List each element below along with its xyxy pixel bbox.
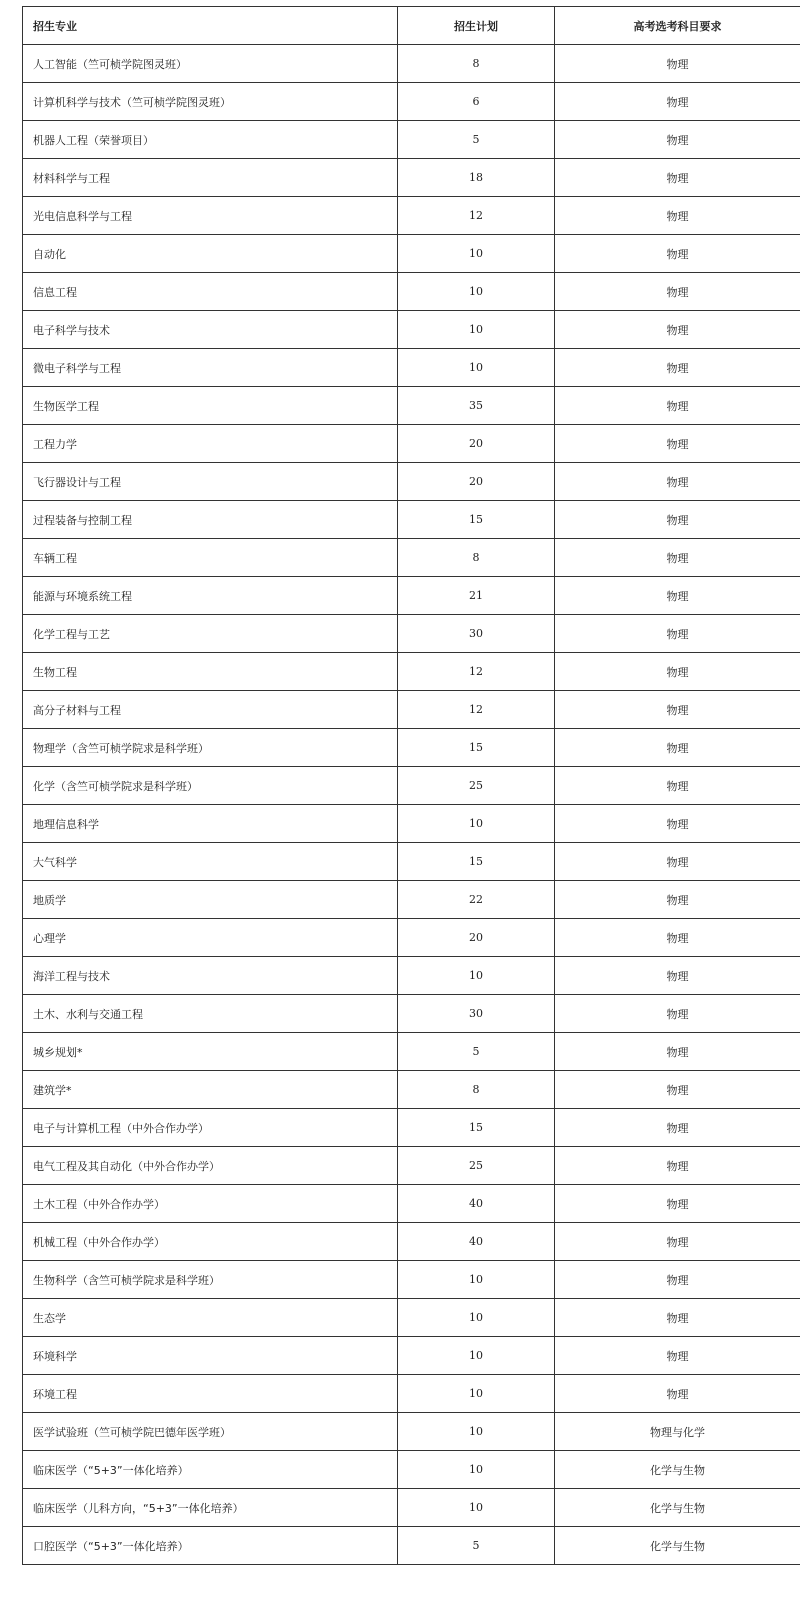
subject-cell: 物理 <box>555 235 800 273</box>
plan-cell: 30 <box>398 995 555 1033</box>
subject-cell: 化学与生物 <box>555 1451 800 1489</box>
subject-cell: 物理 <box>555 1071 800 1109</box>
plan-cell: 10 <box>398 1337 555 1375</box>
table-row <box>23 463 800 501</box>
table-row <box>23 577 800 615</box>
table-row <box>23 425 800 463</box>
table-row <box>23 197 800 235</box>
plan-cell: 10 <box>398 1261 555 1299</box>
subject-cell: 物理 <box>555 615 800 653</box>
major-cell: 土木工程（中外合作办学） <box>23 1185 398 1223</box>
major-cell: 计算机科学与技术（竺可桢学院图灵班） <box>23 83 398 121</box>
plan-cell: 8 <box>398 45 555 83</box>
table-row <box>23 919 800 957</box>
table-row <box>23 1527 800 1565</box>
table-row <box>23 805 800 843</box>
subject-cell: 化学与生物 <box>555 1527 800 1565</box>
major-cell: 生物科学（含竺可桢学院求是科学班） <box>23 1261 398 1299</box>
major-cell: 生物工程 <box>23 653 398 691</box>
table-row <box>23 1337 800 1375</box>
plan-cell: 8 <box>398 1071 555 1109</box>
table-row <box>23 615 800 653</box>
major-cell: 环境科学 <box>23 1337 398 1375</box>
plan-cell: 35 <box>398 387 555 425</box>
major-cell: 生物医学工程 <box>23 387 398 425</box>
table-row <box>23 729 800 767</box>
major-cell: 化学（含竺可桢学院求是科学班） <box>23 767 398 805</box>
plan-cell: 12 <box>398 197 555 235</box>
subject-cell: 物理 <box>555 691 800 729</box>
plan-cell: 10 <box>398 805 555 843</box>
table-row <box>23 1109 800 1147</box>
subject-cell: 物理 <box>555 45 800 83</box>
major-cell: 光电信息科学与工程 <box>23 197 398 235</box>
plan-cell: 20 <box>398 463 555 501</box>
major-cell: 车辆工程 <box>23 539 398 577</box>
major-cell: 材料科学与工程 <box>23 159 398 197</box>
subject-cell: 物理 <box>555 311 800 349</box>
plan-cell: 15 <box>398 501 555 539</box>
header-plan: 招生计划 <box>398 7 555 45</box>
table-body <box>23 45 800 1565</box>
plan-cell: 22 <box>398 881 555 919</box>
subject-cell: 物理 <box>555 843 800 881</box>
plan-cell: 10 <box>398 1489 555 1527</box>
subject-cell: 物理 <box>555 881 800 919</box>
table-row <box>23 349 800 387</box>
plan-cell: 6 <box>398 83 555 121</box>
major-cell: 生态学 <box>23 1299 398 1337</box>
plan-cell: 5 <box>398 121 555 159</box>
table-row <box>23 995 800 1033</box>
major-cell: 微电子科学与工程 <box>23 349 398 387</box>
major-cell: 电子与计算机工程（中外合作办学） <box>23 1109 398 1147</box>
major-cell: 建筑学* <box>23 1071 398 1109</box>
subject-cell: 物理 <box>555 1147 800 1185</box>
plan-cell: 10 <box>398 1451 555 1489</box>
major-cell: 地质学 <box>23 881 398 919</box>
subject-cell: 物理 <box>555 1223 800 1261</box>
plan-cell: 5 <box>398 1527 555 1565</box>
subject-cell: 物理 <box>555 83 800 121</box>
table-row <box>23 311 800 349</box>
subject-cell: 物理 <box>555 957 800 995</box>
header-major: 招生专业 <box>23 7 398 45</box>
subject-cell: 物理 <box>555 919 800 957</box>
table-row <box>23 1375 800 1413</box>
table-row <box>23 45 800 83</box>
admission-plan-table <box>22 6 800 1565</box>
subject-cell: 物理 <box>555 577 800 615</box>
major-cell: 工程力学 <box>23 425 398 463</box>
table-row <box>23 235 800 273</box>
subject-cell: 物理 <box>555 387 800 425</box>
plan-cell: 20 <box>398 919 555 957</box>
table-row <box>23 1223 800 1261</box>
subject-cell: 物理 <box>555 1033 800 1071</box>
major-cell: 信息工程 <box>23 273 398 311</box>
major-cell: 自动化 <box>23 235 398 273</box>
subject-cell: 物理 <box>555 349 800 387</box>
subject-cell: 物理 <box>555 995 800 1033</box>
subject-cell: 物理 <box>555 729 800 767</box>
subject-cell: 化学与生物 <box>555 1489 800 1527</box>
plan-cell: 10 <box>398 311 555 349</box>
plan-cell: 12 <box>398 691 555 729</box>
table-row <box>23 83 800 121</box>
subject-cell: 物理 <box>555 463 800 501</box>
table-row <box>23 1451 800 1489</box>
table-header-row <box>23 7 800 45</box>
table-row <box>23 159 800 197</box>
table-row <box>23 1147 800 1185</box>
plan-cell: 15 <box>398 729 555 767</box>
major-cell: 地理信息科学 <box>23 805 398 843</box>
subject-cell: 物理 <box>555 273 800 311</box>
subject-cell: 物理 <box>555 767 800 805</box>
subject-cell: 物理 <box>555 1375 800 1413</box>
plan-cell: 10 <box>398 1413 555 1451</box>
major-cell: 医学试验班（竺可桢学院巴德年医学班） <box>23 1413 398 1451</box>
table-row <box>23 691 800 729</box>
subject-cell: 物理 <box>555 121 800 159</box>
plan-cell: 18 <box>398 159 555 197</box>
plan-cell: 30 <box>398 615 555 653</box>
table-row <box>23 881 800 919</box>
table-row <box>23 121 800 159</box>
table-row <box>23 1489 800 1527</box>
plan-cell: 20 <box>398 425 555 463</box>
plan-cell: 25 <box>398 767 555 805</box>
table-row <box>23 1071 800 1109</box>
plan-cell: 10 <box>398 957 555 995</box>
subject-cell: 物理 <box>555 197 800 235</box>
major-cell: 电子科学与技术 <box>23 311 398 349</box>
major-cell: 过程装备与控制工程 <box>23 501 398 539</box>
plan-cell: 10 <box>398 235 555 273</box>
major-cell: 城乡规划* <box>23 1033 398 1071</box>
major-cell: 土木、水利与交通工程 <box>23 995 398 1033</box>
subject-cell: 物理 <box>555 159 800 197</box>
plan-cell: 15 <box>398 843 555 881</box>
subject-cell: 物理 <box>555 1299 800 1337</box>
major-cell: 机械工程（中外合作办学） <box>23 1223 398 1261</box>
subject-cell: 物理 <box>555 1337 800 1375</box>
plan-cell: 10 <box>398 349 555 387</box>
major-cell: 口腔医学（“5+3”一体化培养） <box>23 1527 398 1565</box>
table-row <box>23 843 800 881</box>
table-row <box>23 387 800 425</box>
table-row <box>23 767 800 805</box>
plan-cell: 40 <box>398 1185 555 1223</box>
major-cell: 化学工程与工艺 <box>23 615 398 653</box>
plan-cell: 15 <box>398 1109 555 1147</box>
plan-cell: 10 <box>398 273 555 311</box>
subject-cell: 物理 <box>555 653 800 691</box>
header-subject: 高考选考科目要求 <box>555 7 800 45</box>
major-cell: 环境工程 <box>23 1375 398 1413</box>
table-row <box>23 273 800 311</box>
major-cell: 能源与环境系统工程 <box>23 577 398 615</box>
major-cell: 大气科学 <box>23 843 398 881</box>
major-cell: 机器人工程（荣誉项目） <box>23 121 398 159</box>
plan-cell: 12 <box>398 653 555 691</box>
plan-cell: 25 <box>398 1147 555 1185</box>
subject-cell: 物理 <box>555 1261 800 1299</box>
major-cell: 高分子材料与工程 <box>23 691 398 729</box>
major-cell: 临床医学（儿科方向，“5+3”一体化培养） <box>23 1489 398 1527</box>
plan-cell: 5 <box>398 1033 555 1071</box>
major-cell: 心理学 <box>23 919 398 957</box>
table-row <box>23 1261 800 1299</box>
subject-cell: 物理 <box>555 425 800 463</box>
major-cell: 飞行器设计与工程 <box>23 463 398 501</box>
subject-cell: 物理 <box>555 1185 800 1223</box>
subject-cell: 物理 <box>555 1109 800 1147</box>
subject-cell: 物理 <box>555 805 800 843</box>
plan-cell: 10 <box>398 1375 555 1413</box>
table-row <box>23 957 800 995</box>
table-row <box>23 1033 800 1071</box>
subject-cell: 物理与化学 <box>555 1413 800 1451</box>
table-row <box>23 501 800 539</box>
plan-cell: 40 <box>398 1223 555 1261</box>
plan-cell: 8 <box>398 539 555 577</box>
table-row <box>23 653 800 691</box>
plan-cell: 21 <box>398 577 555 615</box>
table-row <box>23 1413 800 1451</box>
table-row <box>23 539 800 577</box>
major-cell: 临床医学（“5+3”一体化培养） <box>23 1451 398 1489</box>
major-cell: 物理学（含竺可桢学院求是科学班） <box>23 729 398 767</box>
plan-cell: 10 <box>398 1299 555 1337</box>
table-row <box>23 1185 800 1223</box>
major-cell: 人工智能（竺可桢学院图灵班） <box>23 45 398 83</box>
major-cell: 电气工程及其自动化（中外合作办学） <box>23 1147 398 1185</box>
table-row <box>23 1299 800 1337</box>
major-cell: 海洋工程与技术 <box>23 957 398 995</box>
subject-cell: 物理 <box>555 501 800 539</box>
subject-cell: 物理 <box>555 539 800 577</box>
